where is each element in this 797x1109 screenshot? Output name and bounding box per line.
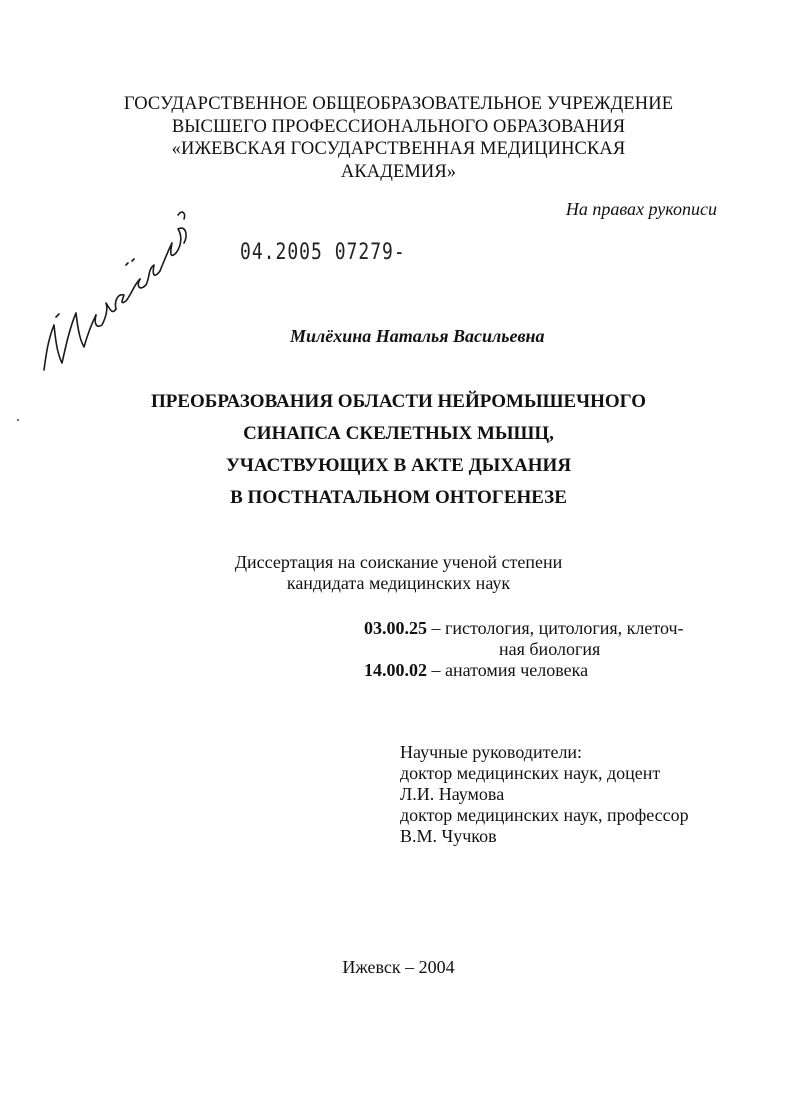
title-line: ПРЕОБРАЗОВАНИЯ ОБЛАСТИ НЕЙРОМЫШЕЧНОГО: [150, 391, 647, 412]
dissertation-degree: [0, 552, 797, 594]
specialty-text: гистология, цитология, клеточ-: [445, 618, 684, 638]
specialty-separator: –: [427, 660, 445, 680]
institution-line: ГОСУДАРСТВЕННОЕ ОБЩЕОБРАЗОВАТЕЛЬНОЕ УЧРЕЖДЕНИЕ: [123, 94, 674, 114]
specialty-text: анатомия человека: [445, 660, 589, 680]
institution-line: ВЫСШЕГО ПРОФЕССИОНАЛЬНОГО ОБРАЗОВАНИЯ: [171, 116, 626, 137]
supervisors-heading: Научные руководители:: [400, 742, 583, 762]
institution-line: «ИЖЕВСКАЯ ГОСУДАРСТВЕННАЯ МЕДИЦИНСКАЯ: [171, 139, 626, 159]
supervisor-line: доктор медицинских наук, профессор: [400, 805, 689, 825]
supervisor-line: Л.И. Наумова: [400, 784, 505, 804]
author-name: Милёхина Наталья Васильевна: [290, 326, 545, 346]
dissertation-title: [0, 386, 797, 514]
title-line: СИНАПСА СКЕЛЕТНЫХ МЫШЦ,: [243, 423, 554, 444]
institution-header: [0, 93, 797, 183]
supervisor-line: доктор медицинских наук, доцент: [400, 763, 661, 783]
title-line: В ПОСТНАТАЛЬНОМ ОНТОГЕНЕЗЕ: [230, 487, 567, 508]
degree-line: Диссертация на соискание ученой степени: [234, 552, 563, 572]
handwritten-signature: [36, 205, 196, 375]
specialty-1-continuation: ная биология: [499, 639, 601, 659]
specialty-1: [364, 618, 684, 639]
degree-line: кандидата медицинских наук: [286, 573, 511, 593]
specialty-code: 03.00.25: [364, 618, 427, 638]
supervisor-line: В.М. Чучков: [400, 826, 497, 846]
title-line: УЧАСТВУЮЩИХ В АКТЕ ДЫХАНИЯ: [225, 455, 572, 476]
city-year: Ижевск – 2004: [342, 957, 455, 977]
registration-number: 04.2005 07279-: [240, 239, 406, 266]
specialty-2: [364, 660, 588, 681]
supervisors: [400, 742, 689, 847]
manuscript-note: На правах рукописи: [565, 199, 717, 219]
specialty-separator: –: [427, 618, 445, 638]
institution-line: АКАДЕМИЯ»: [340, 161, 457, 182]
specialty-code: 14.00.02: [364, 660, 427, 680]
